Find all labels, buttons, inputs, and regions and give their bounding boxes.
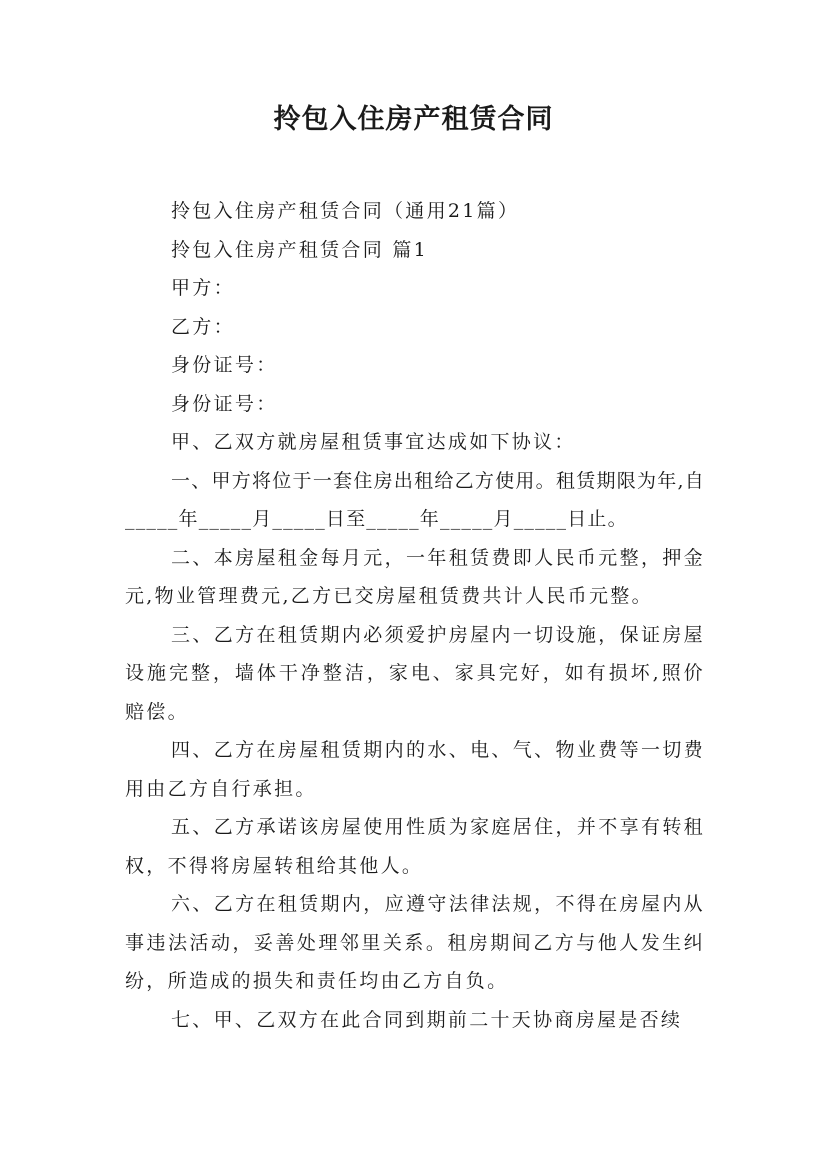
party-a-label: 甲方：: [171, 277, 235, 299]
document-title: 拎包入住房产租赁合同: [273, 104, 554, 135]
id-number-label: 身份证号：: [171, 392, 278, 415]
clause-4: 四、乙方在房屋租赁期内的水、电、气、物业费等一切费用由乙方自行承担。: [125, 739, 705, 800]
clause-7: 七、甲、乙双方在此合同到期前二十天协商房屋是否续: [171, 1008, 683, 1031]
clause-3: 三、乙方在租赁期内必须爱护房屋内一切设施，保证房屋设施完整，墙体干净整洁，家电、家具完好，如有损坏,照价赔偿。: [125, 623, 705, 723]
clause-2: 二、本房屋租金每月元，一年租赁费即人民币元整，押金元,物业管理费元,乙方已交房屋租赁费共计人民币元整。: [125, 546, 705, 607]
id-number-label: 身份证号：: [171, 354, 278, 376]
clause-5: 五、乙方承诺该房屋使用性质为家庭居住，并不享有转租权，不得将房屋转租给其他人。: [125, 816, 705, 877]
subtitle-paragraph: 拎包入住房产租赁合同（通用21篇）: [171, 200, 520, 222]
clause-1: 一、甲方将位于一套住房出租给乙方使用。租赁期限为年,自_____年_____月_____日至_____年_____月_____日止。: [125, 469, 705, 530]
section-heading: 拎包入住房产租赁合同 篇1: [171, 238, 429, 261]
party-b-label: 乙方：: [171, 315, 235, 338]
document-body: [125, 192, 705, 1039]
clause-6: 六、乙方在租赁期内，应遵守法律法规，不得在房屋内从事违法活动，妥善处理邻里关系。租房期间乙方与他人发生纠纷，所造成的损失和责任均由乙方自负。: [125, 893, 705, 992]
agreement-intro: 甲、乙双方就房屋租赁事宜达成如下协议：: [171, 431, 576, 453]
